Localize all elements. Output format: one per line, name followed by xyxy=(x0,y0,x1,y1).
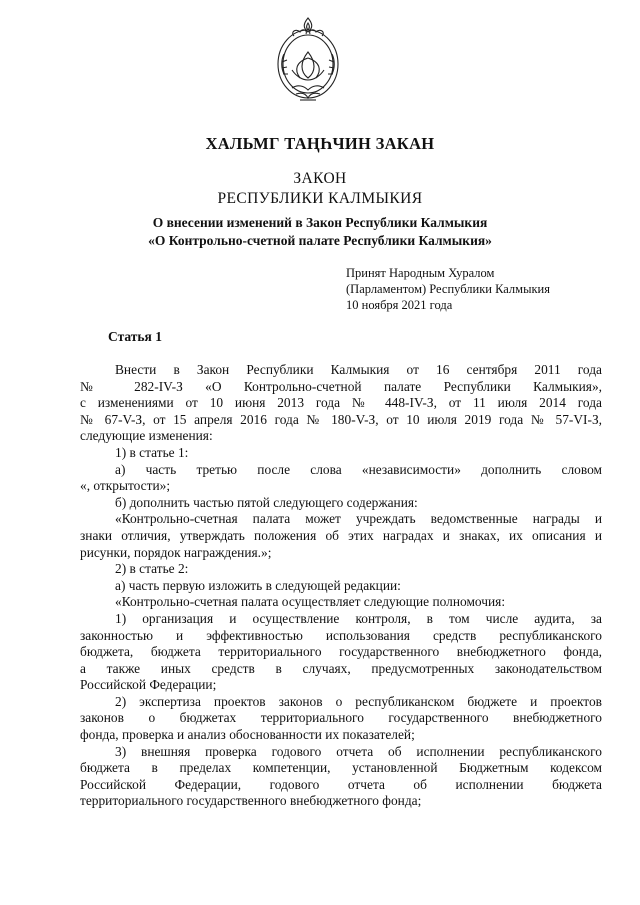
body-line: а) часть третью после слова «независимости» дополнить словом xyxy=(115,461,602,477)
body-line: б) дополнить частью пятой следующего содержания: xyxy=(115,494,418,510)
body-line: 2) экспертиза проектов законов о республиканском бюджете и проектов xyxy=(115,693,602,709)
body-line: Российской Федерации; xyxy=(80,677,217,693)
law-subtitle-line1: О внесении изменений в Закон Республики Калмыкия xyxy=(152,215,488,230)
body-line: «Контрольно-счетная палата может учреждать ведомственные награды и xyxy=(115,511,602,527)
body-line: 3) внешняя проверка годового отчета об исполнении республиканского xyxy=(115,743,602,759)
body-line: 1) организация и осуществление контроля, в том числе аудита, за xyxy=(115,610,602,626)
body-line: следующие изменения: xyxy=(80,428,213,444)
body-line: с изменениями от 10 июня 2013 года № 448-IV-З, от 11 июля 2014 года xyxy=(80,395,602,411)
body-line: законностью и эффективностью использования средств республиканского xyxy=(80,627,602,643)
body-line: «, открытости»; xyxy=(80,478,171,494)
body-line: законов о бюджетах территориального государственного внебюджетного xyxy=(80,710,602,726)
body-line: территориального государственного внебюджетного фонда; xyxy=(80,793,422,809)
body-line: 2) в статье 2: xyxy=(115,561,189,577)
body-line: «Контрольно-счетная палата осуществляет следующие полномочия: xyxy=(115,594,506,610)
body-line: бюджета, бюджета территориального государственного внебюджетного фонда, xyxy=(80,644,602,660)
body-line: Российской Федерации, годового отчета об исполнении бюджета xyxy=(80,776,602,792)
adoption-line: Принят Народным Хуралом xyxy=(346,266,495,280)
body-line: бюджета в пределах компетенции, установленной Бюджетным кодексом xyxy=(80,760,602,776)
body-line: рисунки, порядок награждения.»; xyxy=(80,544,272,560)
article-body xyxy=(80,362,602,810)
body-line: № 282-IV-З «О Контрольно-счетной палате Республики Калмыкия», xyxy=(80,378,602,394)
body-line: № 67-V-З, от 15 апреля 2016 года № 180-V-З, от 10 июля 2019 года № 57-VI-З, xyxy=(80,411,602,427)
body-line: фонда, проверка и анализ обоснованности их показателей; xyxy=(80,727,415,743)
adoption-note xyxy=(346,265,550,313)
kalmykia-coat-of-arms-icon xyxy=(270,14,346,106)
body-line: 1) в статье 1: xyxy=(115,444,189,460)
republic-heading: РЕСПУБЛИКИ КАЛМЫКИЯ xyxy=(217,190,423,207)
kalmyk-title: ХАЛЬМГ ТАҢҺЧИН ЗАКАН xyxy=(205,134,435,153)
body-line: знаки отличия, утверждать положения об этих наградах и знаках, их описания и xyxy=(80,527,602,543)
body-line: Внести в Закон Республики Калмыкия от 16 сентября 2011 года xyxy=(115,362,602,377)
body-line: а также иных средств в случаях, предусмотренных законодательством xyxy=(80,660,602,676)
adoption-line: (Парламентом) Республики Калмыкия xyxy=(346,282,550,296)
law-subtitle-line2: «О Контрольно-счетной палате Республики Калмыкия» xyxy=(148,233,492,248)
article-title: Статья 1 xyxy=(108,329,162,344)
law-heading: ЗАКОН xyxy=(293,170,347,187)
adoption-date: 10 ноября 2021 года xyxy=(346,298,453,312)
body-line: а) часть первую изложить в следующей редакции: xyxy=(115,577,401,593)
